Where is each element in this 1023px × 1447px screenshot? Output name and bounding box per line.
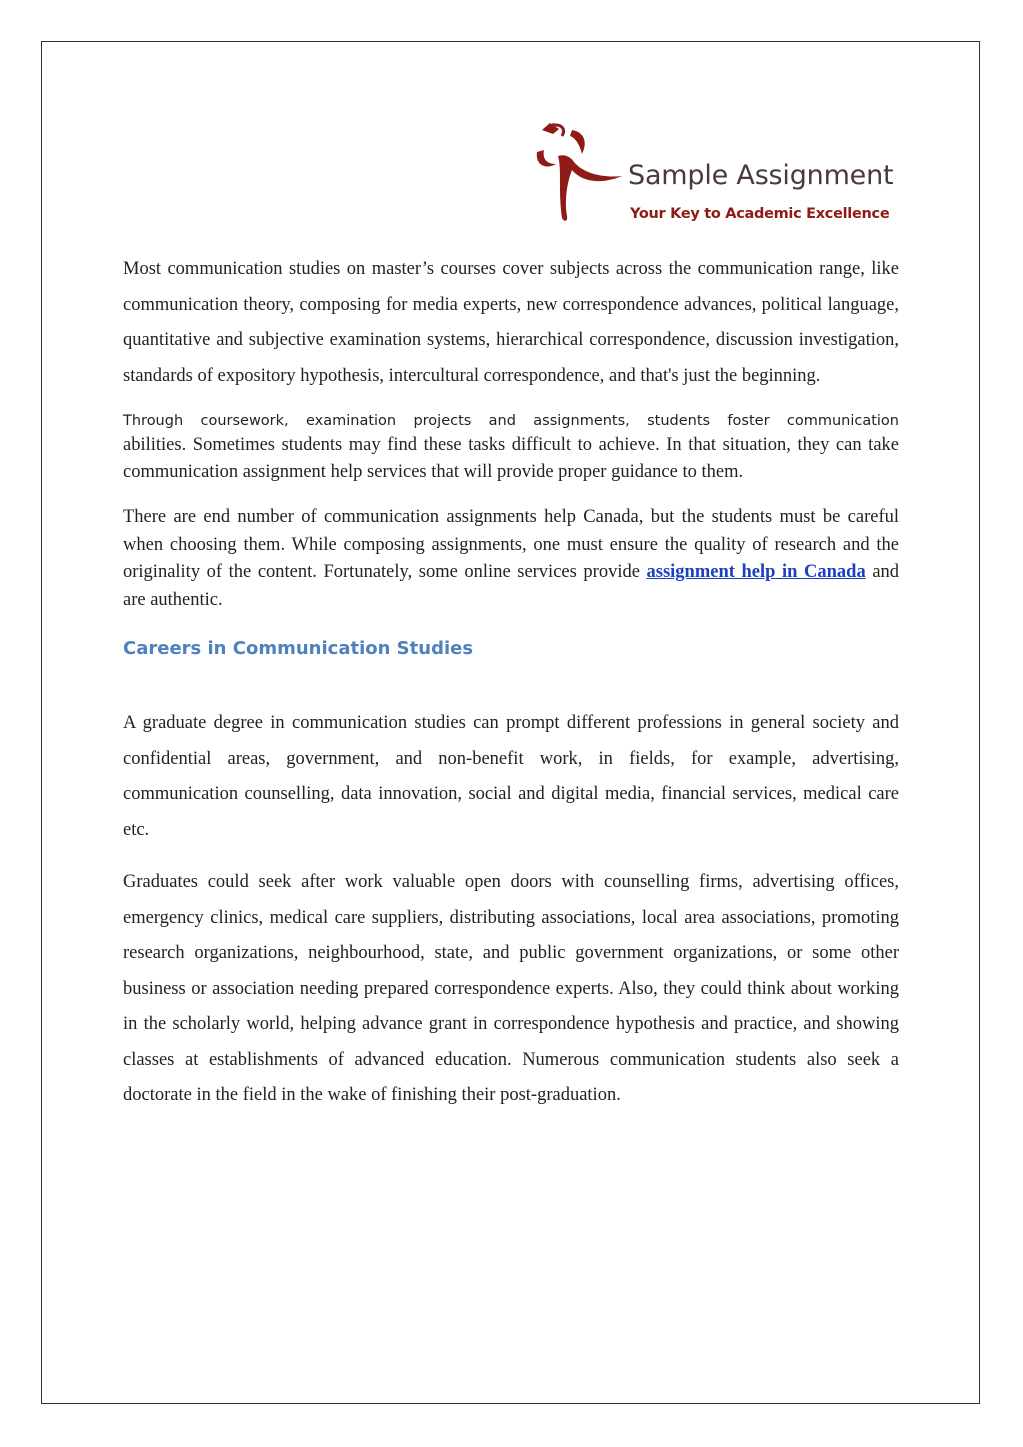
paragraph-coursework: abilities. Sometimes students may find these tasks difficult to achieve. In that situation, they can take communication assignment help services that will provide proper guidance to them. bbox=[123, 435, 899, 482]
section-heading-careers: Careers in Communication Studies bbox=[123, 638, 474, 659]
logo-tagline: Your Key to Academic Excellence bbox=[630, 206, 890, 222]
paragraph-canada bbox=[123, 504, 899, 614]
logo-name: Sample Assignment bbox=[628, 160, 894, 191]
paragraph-intro: Most communication studies on master’s courses cover subjects across the communication range, like communication theory, composing for media experts, new correspondence advances, political language, quantitative and subjective examination systems, hierarchical correspondence, discussion investigation, standards of expository hypothesis, intercultural correspondence, and that's just the beginning. bbox=[123, 259, 899, 386]
paragraph-graduates: Graduates could seek after work valuable open doors with counselling firms, advertising offices, emergency clinics, medical care suppliers, distributing associations, local area associations, promoting research organizations, neighbourhood, state, and public government organizations, or some other business or association needing prepared correspondence experts. Also, they could think about working in the scholarly world, helping advance grant in correspondence hypothesis and practice, and showing classes at establishments of advanced education. Numerous communication students also seek a doctorate in the field in the wake of finishing their post-graduation. bbox=[123, 872, 899, 1105]
paragraph-canada-text: There are end number of communication assignments help Canada, but the students must be careful when choosing them. While composing assignments, one must ensure the quality of research and the originality of the content. Fortunately, some online services provide bbox=[123, 507, 899, 582]
paragraph-coursework-lead: Through coursework, examination projects and assignments, students foster communication bbox=[123, 413, 899, 429]
paragraph-canada-tail: and are authentic. bbox=[123, 562, 900, 610]
logo-figure-icon bbox=[532, 120, 632, 228]
assignment-help-canada-link[interactable]: assignment help in Canada bbox=[646, 562, 866, 582]
paragraph-graduate-degree: A graduate degree in communication studies can prompt different professions in general society and confidential areas, government, and non-benefit work, in fields, for example, advertising, communication counselling, data innovation, social and digital media, financial services, medical care etc. bbox=[123, 713, 899, 840]
sample-assignment-logo bbox=[532, 120, 904, 230]
document-body bbox=[123, 252, 899, 1114]
